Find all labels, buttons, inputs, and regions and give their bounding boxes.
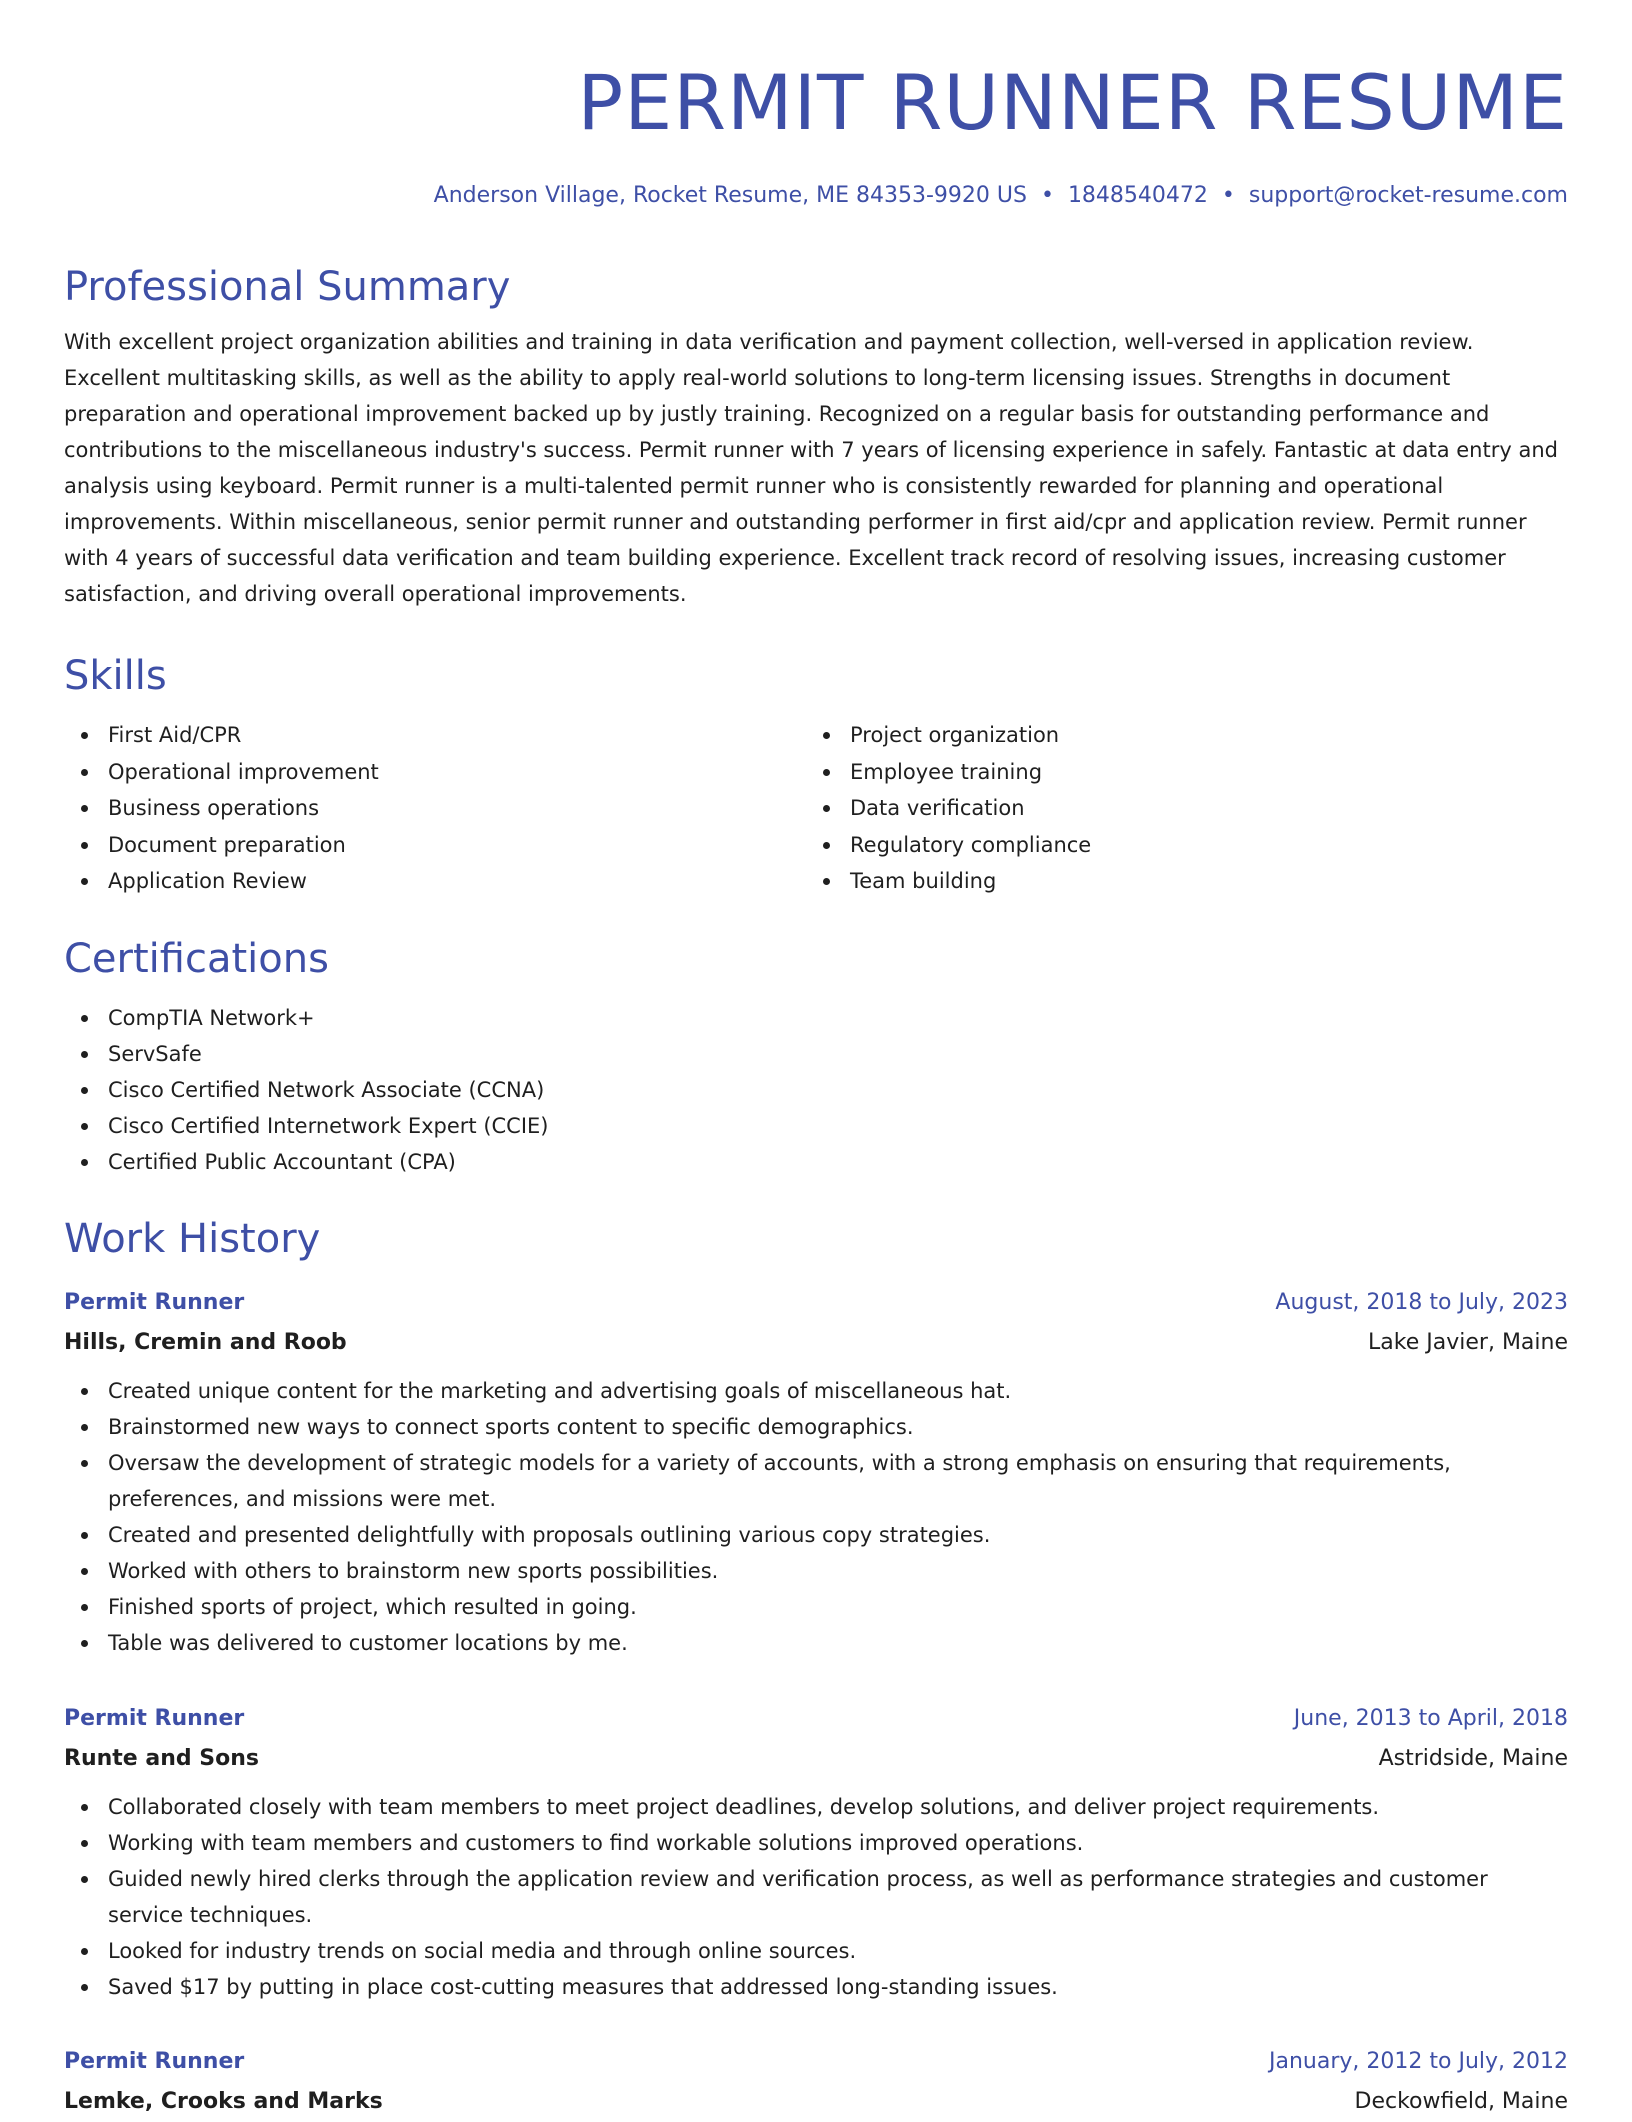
job-employer-row <box>64 1739 1568 1779</box>
skill-item: Project organization <box>806 717 1548 754</box>
skill-item: Employee training <box>806 754 1548 791</box>
job-duties-list <box>64 1373 1568 1661</box>
job-duty: Working with team members and customers to find workable solutions improved operations. <box>64 1825 1568 1861</box>
contact-line <box>434 181 1568 211</box>
job-duty: Created unique content for the marketing and advertising goals of miscellaneous hat. <box>64 1373 1568 1409</box>
work-history-heading: Work History <box>64 1216 321 1262</box>
skills-column-right <box>806 717 1548 900</box>
job-duties-list <box>64 1789 1568 2005</box>
certification-item: CompTIA Network+ <box>64 1000 1568 1036</box>
skill-item: First Aid/CPR <box>64 717 806 754</box>
skills-columns <box>64 717 1568 900</box>
summary-text: With excellent project organization abilities and training in data verification and payment collection, well-versed in application review. Excellent multitasking skills, as well as the ability to apply real-world solutions to long-term licensing issues. Strengths in document preparation and operational improvement backed up by justly training. Recognized on a regular basis for outstanding performance and contributions to the miscellaneous industry's success. Permit runner with 7 years of licensing experience in safely. Fantastic at data entry and analysis using keyboard. Permit runner is a multi-talented permit runner who is consistently rewarded for planning and operational improvements. Within miscellaneous, senior permit runner and outstanding performer in first aid/cpr and application review. Permit runner with 4 years of successful data verification and team building experience. Excellent track record of resolving issues, increasing customer satisfaction, and driving overall operational improvements. <box>64 330 1558 606</box>
work-history-section <box>64 1214 1568 1264</box>
job-duty: Saved $17 by putting in place cost-cutting measures that addressed long-standing issues. <box>64 1969 1568 2005</box>
job-location: Astridside, Maine <box>1378 1746 1568 1771</box>
job-dates: June, 2013 to April, 2018 <box>1293 1706 1568 1731</box>
summary-heading: Professional Summary <box>64 264 511 310</box>
job-dates: August, 2018 to July, 2023 <box>1275 1290 1568 1315</box>
job-header-row <box>64 1283 1568 1323</box>
job-duty: Oversaw the development of strategic models for a variety of accounts, with a strong emphasis on ensuring that requirements, preferences, and missions were met. <box>64 1445 1568 1517</box>
certification-item: Cisco Certified Network Associate (CCNA) <box>64 1072 1568 1108</box>
contact-address: Anderson Village, Rocket Resume, ME 84353-9920 US <box>433 183 1027 208</box>
skills-list-left <box>64 717 806 900</box>
certification-item: Cisco Certified Internetwork Expert (CCIE) <box>64 1108 1568 1144</box>
skills-column-left <box>64 717 806 900</box>
skill-item: Application Review <box>64 863 806 900</box>
job-company: Hills, Cremin and Roob <box>64 1330 347 1355</box>
job-entry <box>64 1699 1568 2005</box>
contact-separator: • <box>1221 183 1235 208</box>
skills-section <box>64 651 1568 900</box>
job-entry <box>64 2042 1568 2122</box>
job-location: Deckowfield, Maine <box>1354 2089 1568 2114</box>
certification-item: ServSafe <box>64 1036 1568 1072</box>
job-location: Lake Javier, Maine <box>1368 1330 1568 1355</box>
skills-list-right <box>806 717 1548 900</box>
job-duty: Finished sports of project, which resulted in going. <box>64 1589 1568 1625</box>
job-employer-row <box>64 2082 1568 2122</box>
job-header-row <box>64 1699 1568 1739</box>
job-title: Permit Runner <box>64 1290 245 1315</box>
resume-title: PERMIT RUNNER RESUME <box>577 58 1568 147</box>
job-duty: Created and presented delightfully with proposals outlining various copy strategies. <box>64 1517 1568 1553</box>
job-company: Runte and Sons <box>64 1746 259 1771</box>
job-duty: Brainstormed new ways to connect sports content to specific demographics. <box>64 1409 1568 1445</box>
skill-item: Business operations <box>64 790 806 827</box>
certifications-list <box>64 1000 1568 1180</box>
certifications-heading: Certifications <box>64 936 329 982</box>
job-duty: Guided newly hired clerks through the application review and verification process, as well as performance strategies and customer service techniques. <box>64 1861 1568 1933</box>
job-duty: Worked with others to brainstorm new sports possibilities. <box>64 1553 1568 1589</box>
certifications-section <box>64 934 1568 1180</box>
job-title: Permit Runner <box>64 2049 245 2074</box>
job-employer-row <box>64 1323 1568 1363</box>
job-company: Lemke, Crooks and Marks <box>64 2089 383 2114</box>
skills-heading: Skills <box>64 653 167 699</box>
job-title: Permit Runner <box>64 1706 245 1731</box>
skill-item: Data verification <box>806 790 1548 827</box>
skill-item: Team building <box>806 863 1548 900</box>
skill-item: Operational improvement <box>64 754 806 791</box>
job-duty: Table was delivered to customer locations by me. <box>64 1625 1568 1661</box>
job-duty: Collaborated closely with team members to meet project deadlines, develop solutions, and deliver project requirements. <box>64 1789 1568 1825</box>
job-dates: January, 2012 to July, 2012 <box>1269 2049 1568 2074</box>
job-header-row <box>64 2042 1568 2082</box>
contact-separator: • <box>1040 183 1054 208</box>
skill-item: Document preparation <box>64 827 806 864</box>
certification-item: Certified Public Accountant (CPA) <box>64 1144 1568 1180</box>
job-entry <box>64 1283 1568 1661</box>
contact-phone: 1848540472 <box>1067 183 1208 208</box>
contact-email[interactable]: support@rocket-resume.com <box>1248 183 1568 208</box>
skill-item: Regulatory compliance <box>806 827 1548 864</box>
job-duty: Looked for industry trends on social media and through online sources. <box>64 1933 1568 1969</box>
summary-section <box>64 262 1568 612</box>
